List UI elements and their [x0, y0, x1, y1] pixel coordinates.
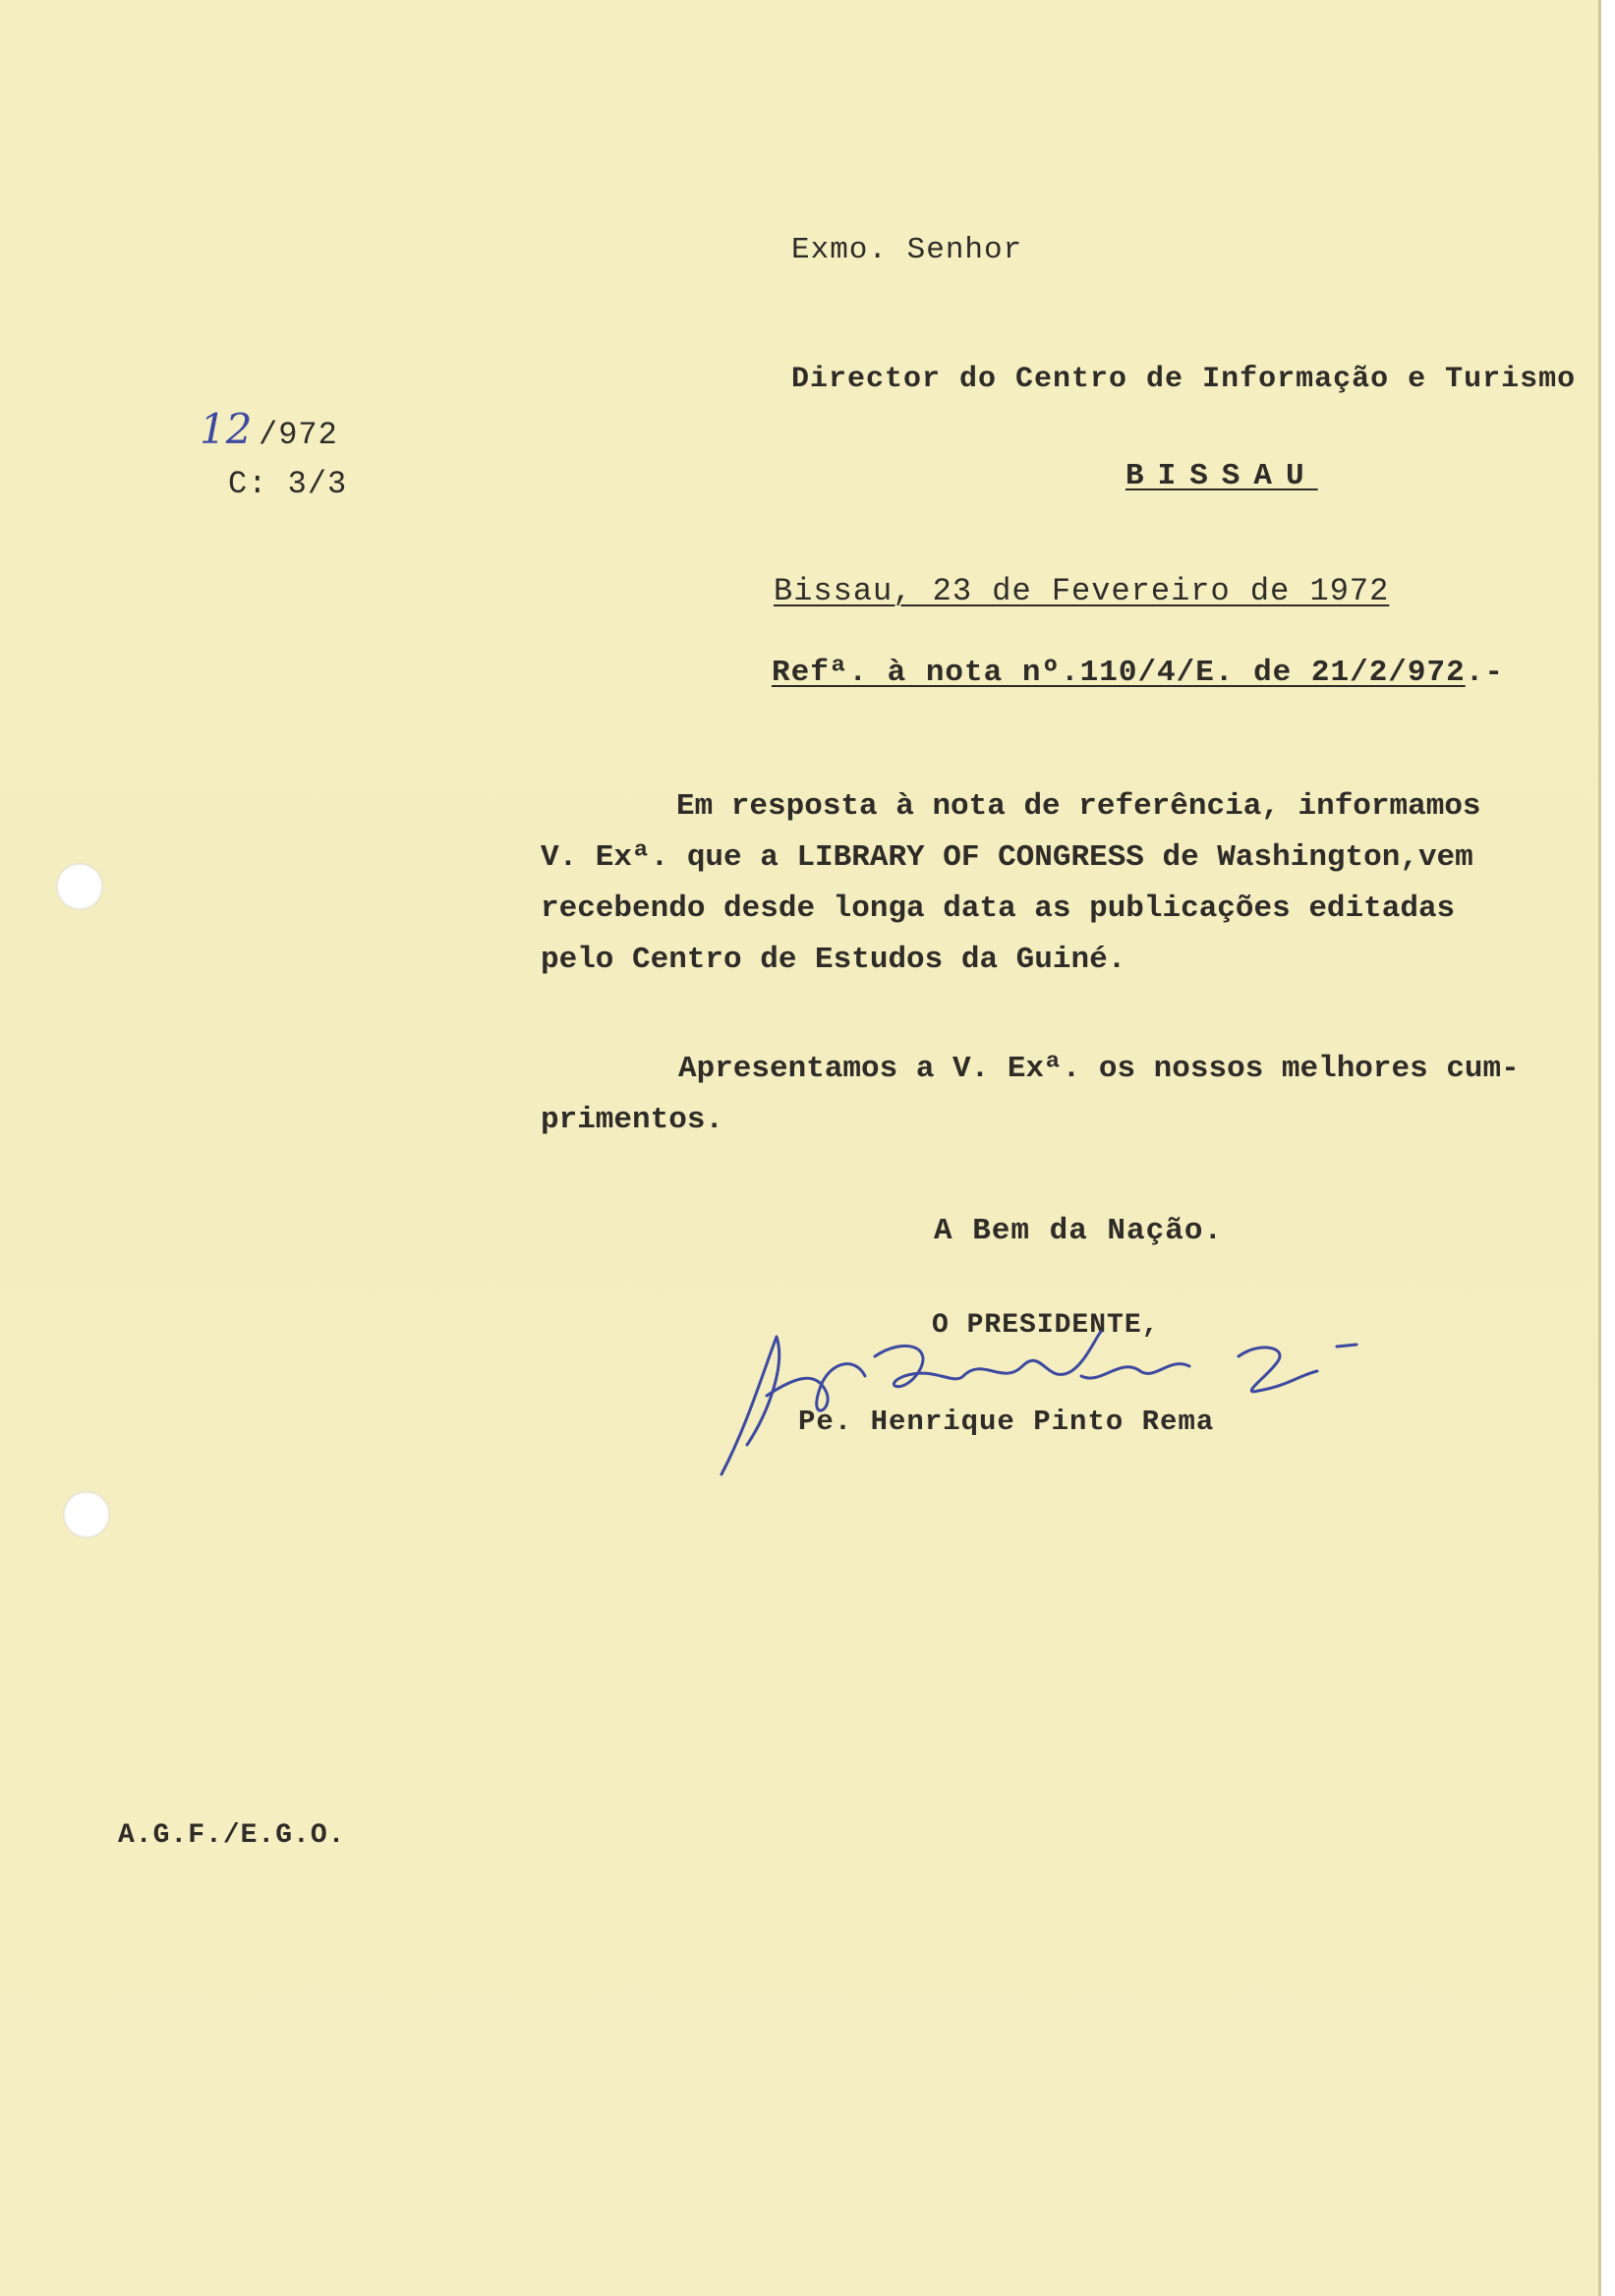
reference-line [772, 656, 1504, 690]
body-paragraph-2 [541, 1044, 1520, 1146]
body-line: recebendo desde longa data as publicações editadas [541, 891, 1456, 926]
closing-formula: A Bem da Nação. [934, 1214, 1224, 1248]
body-line: primentos. [541, 1103, 724, 1137]
body-line: Em resposta à nota de referência, informamos [676, 789, 1481, 824]
typist-initials: A.G.F./E.G.O. [118, 1820, 346, 1851]
recipient-title: Director do Centro de Informação e Turismo [791, 363, 1577, 396]
recipient-city: BISSAU [1125, 459, 1318, 493]
salutation: Exmo. Senhor [791, 233, 1023, 267]
classification-code: C: 3/3 [228, 466, 348, 502]
handwritten-signature [708, 1317, 1415, 1484]
letter-date: Bissau, 23 de Fevereiro de 1972 [774, 573, 1390, 609]
ref-handwritten-number: 12 [200, 405, 253, 453]
punch-hole-bottom [63, 1491, 110, 1538]
reference-suffix: .- [1465, 656, 1504, 690]
page-edge [1598, 0, 1615, 2296]
signatory-name: Pe. Henrique Pinto Rema [798, 1406, 1215, 1438]
body-paragraph-1 [541, 781, 1481, 986]
body-line: pelo Centro de Estudos da Guiné. [541, 943, 1126, 977]
signatory-role: O PRESIDENTE, [932, 1310, 1160, 1341]
ref-typed-year: /972 [259, 417, 338, 453]
reference-text: Refª. à nota nº.110/4/E. de 21/2/972 [772, 656, 1466, 690]
body-line: V. Exª. que a LIBRARY OF CONGRESS de Washington,vem [541, 840, 1473, 875]
body-line: Apresentamos a V. Exª. os nossos melhores cum- [678, 1052, 1520, 1086]
punch-hole-top [56, 863, 103, 910]
